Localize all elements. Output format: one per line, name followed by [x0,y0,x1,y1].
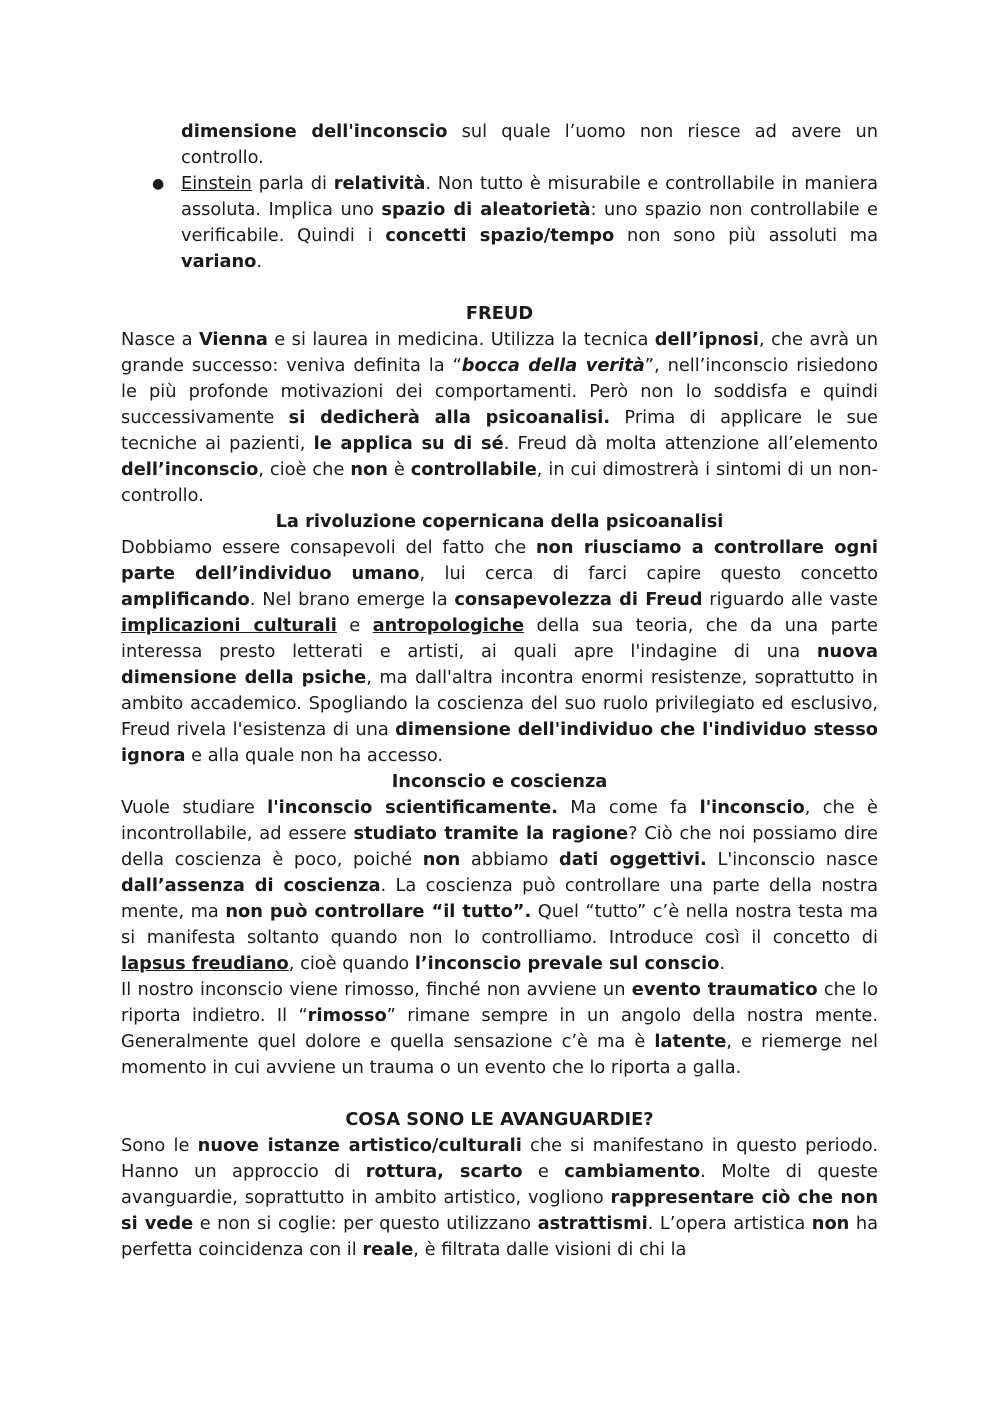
text-run: Vienna [198,329,268,350]
text-run: , e riemerge nel momento in cui avviene un trauma o un evento che lo riporta a galla. [121,1031,878,1078]
text-run: dati oggettivi. [559,849,707,870]
text-run: , ma dall'altra incontra enormi resistenze, soprattutto in ambito accademico. Spogliando la coscienza del suo ruolo privilegiato ed esclusivo, Freud rivela l'esistenza di una [121,667,878,740]
text-run: dimensione dell'inconscio [181,121,448,142]
text-run: sul quale l’uomo non riesce ad avere un controllo. [181,121,878,168]
text-run: ” rimane sempre in un angolo della nostra mente. Generalmente quel dolore e quella sensazione c’è ma è [121,1005,878,1052]
text-run: relatività [333,173,426,194]
text-run: L'inconscio nasce [706,849,879,870]
text-run: l'inconscio [699,797,805,818]
text-run: lapsus freudiano [121,953,289,974]
text-run: . Molte di queste avanguardie, soprattutto in ambito artistico, vogliono [121,1161,878,1208]
text-run: rottura, scarto [365,1161,523,1182]
text-run: che si manifestano in questo periodo. Hanno un approccio di [121,1135,878,1182]
text-run: studiato tramite la ragione [353,823,629,844]
text-run: non riusciamo a controllare ogni parte dell’individuo umano [121,537,878,584]
text-run: amplificando [121,589,250,610]
document-page [121,119,878,1263]
bullet-text [181,173,878,272]
text-run: e non si coglie: per questo utilizzano [193,1213,538,1234]
text-run: implicazioni culturali [121,615,337,636]
text-run: evento traumatico [631,979,818,1000]
bullet-text [181,121,878,168]
text-run: : uno spazio non controllabile e verificabile. Quindi i [181,199,879,246]
text-run: Sono le [121,1135,198,1156]
text-run: Nasce a [121,329,199,350]
text-run: si dedicherà alla psicoanalisi. [288,407,611,428]
text-run: , cioè quando [288,953,415,974]
section-heading-avanguardie: COSA SONO LE AVANGUARDIE? [345,1109,654,1130]
text-run: ? Ciò che noi possiamo dire della coscienza è poco, poiché [121,823,878,870]
paragraph-avanguardie [121,1133,878,1263]
text-run: . Nel brano emerge la [249,589,455,610]
text-run: non può controllare “il tutto”. [225,901,532,922]
text-run: cambiamento [564,1161,701,1182]
text-run: , lui cerca di farci capire questo concetto [419,563,878,584]
text-run: rimosso [307,1005,387,1026]
text-run: controllabile [410,459,537,480]
text-run: non [422,849,461,870]
text-run: variano [181,251,257,272]
text-run: abbiamo [460,849,560,870]
text-run: e si laurea in medicina. Utilizza la tecnica [267,329,655,350]
spacer [121,1081,878,1107]
text-run: Einstein [181,173,252,194]
text-run: della sua teoria, che da una parte interessa presto letterati e artisti, ai quali apre l'indagine di una [121,615,878,662]
bullet-dot-icon: ● [152,176,165,192]
text-run: Il nostro inconscio viene rimosso, finché non avviene un [121,979,632,1000]
text-run: bocca della verità [461,355,645,376]
paragraph-inconscio [121,795,878,977]
text-run: ”, nell’inconscio risiedono le più profonde motivazioni dei comportamenti. Però non lo soddisfa e quindi successivamente [121,355,878,428]
text-run: latente [654,1031,727,1052]
text-run: Ma come fa [557,797,700,818]
section-heading-inconscio: Inconscio e coscienza [391,771,608,792]
text-run: e [336,615,373,636]
text-run: Dobbiamo essere consapevoli del fatto che [121,537,536,558]
text-run: dall’assenza di coscienza [121,875,381,896]
text-run: Vuole studiare [121,797,268,818]
bullet-item-einstein [152,171,879,275]
text-run: . Non tutto è misurabile e controllabile in maniera assoluta. Implica uno [181,173,878,220]
text-run: rappresentare ciò che non si vede [121,1187,878,1234]
text-run: dell’ipnosi [654,329,759,350]
text-run: che lo riporta indietro. Il “ [121,979,878,1026]
text-run: Prima di applicare le sue tecniche ai pazienti, [121,407,878,454]
text-run: astrattismi [537,1213,648,1234]
text-run: . L’opera artistica [647,1213,812,1234]
text-run: reale [362,1239,414,1260]
bullet-list [121,119,878,275]
text-run: e alla quale non ha accesso. [185,745,444,766]
bullet-item-continuation [181,119,878,171]
text-run: . Freud dà molta attenzione all’elemento [503,433,879,454]
text-run: ha perfetta coincidenza con il [121,1213,879,1260]
paragraph-freud-intro [121,327,878,509]
text-run: dimensione dell'individuo che l'individuo stesso ignora [121,719,878,766]
text-run: dell’inconscio [121,459,259,480]
text-run: concetti spazio/tempo [385,225,615,246]
text-run: non sono più assoluti ma [614,225,879,246]
paragraph-rivoluzione [121,535,878,769]
text-run: e [522,1161,565,1182]
text-run: non [350,459,388,480]
paragraph-rimosso [121,977,878,1081]
text-run: , che è incontrollabile, ad essere [121,797,879,844]
section-heading-freud: FREUD [465,303,534,324]
text-run: l'inconscio scientificamente. [267,797,558,818]
text-run: . La coscienza può controllare una parte della nostra mente, ma [121,875,878,922]
text-run: . [256,251,262,272]
text-run: antropologiche [372,615,525,636]
text-run: Quel “tutto” c’è nella nostra testa ma si manifesta soltanto quando non lo controlliamo. Introduce così il concetto di [121,901,878,948]
text-run: non [811,1213,850,1234]
text-run: spazio di aleatorietà [381,199,591,220]
text-run: l’inconscio prevale sul conscio [414,953,720,974]
text-run: nuove istanze artistico/culturali [197,1135,522,1156]
text-run: nuova dimensione della psiche [121,641,878,688]
text-run: , cioè che [258,459,351,480]
text-run: consapevolezza di Freud [454,589,703,610]
text-run: è [387,459,411,480]
spacer [121,275,878,301]
text-run: parla di [251,173,334,194]
text-run: , è filtrata dalle visioni di chi la [413,1239,687,1260]
text-run: riguardo alle vaste [702,589,879,610]
text-run: , che avrà un grande successo: veniva definita la “ [121,329,878,376]
text-run: , in cui dimostrerà i sintomi di un non-controllo. [121,459,879,506]
section-heading-rivoluzione: La rivoluzione copernicana della psicoanalisi [275,511,724,532]
text-run: le applica su di sé [313,433,504,454]
text-run: . [719,953,725,974]
